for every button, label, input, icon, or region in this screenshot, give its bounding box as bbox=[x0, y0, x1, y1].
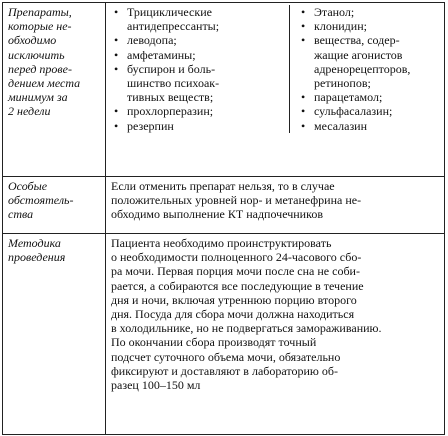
list-item: • вещества, содер- жащие агонистов адренорецепторов, ретинопов; bbox=[298, 33, 439, 90]
drug-lists-cell bbox=[106, 3, 445, 177]
row-label-drugs bbox=[3, 3, 106, 177]
text-line: рается, а собираются все последующие в течение bbox=[111, 278, 364, 293]
list-item: • прохлорперазин; bbox=[111, 104, 287, 118]
list-item: • леводопа; bbox=[111, 33, 287, 47]
list-item: • Трициклические антидепрессанты; bbox=[111, 5, 287, 33]
row-label-method bbox=[3, 234, 106, 435]
list-item: • парацетамол; bbox=[298, 90, 439, 104]
text-line: фиксируют и доставляют в лабораторию об- bbox=[111, 363, 338, 378]
label-line: минимум за bbox=[8, 90, 68, 105]
list-item: • сульфасалазин; bbox=[298, 104, 439, 118]
drug-lists bbox=[111, 5, 439, 133]
label-line: Особые bbox=[8, 179, 48, 193]
text-line: разец 100–150 мл bbox=[111, 378, 201, 393]
drug-list-left bbox=[111, 5, 290, 133]
text-line: положительных уровней нор- и метанефрина не- bbox=[111, 193, 362, 208]
list-item: • резерпин bbox=[111, 119, 287, 133]
label-line: исключить bbox=[8, 47, 65, 62]
text-line: Пациента необходимо проинструктировать bbox=[111, 236, 332, 250]
label-line: 2 недели bbox=[8, 104, 51, 119]
label-line: проведения bbox=[8, 250, 66, 265]
text-line: дня и ночи, включая утреннюю порцию второго bbox=[111, 292, 357, 307]
text-line: подсчет суточного объема мочи, обязательно bbox=[111, 349, 341, 364]
label-line: ства bbox=[8, 207, 34, 222]
table-row-special bbox=[3, 177, 445, 234]
label-line: которые не- bbox=[8, 19, 72, 34]
text-line: ра мочи. Первая порция мочи после сна не соби- bbox=[111, 264, 360, 279]
label-line: обходимо bbox=[8, 33, 57, 48]
label-line: Препараты, bbox=[8, 5, 72, 19]
list-item: • месалазин bbox=[298, 119, 439, 133]
label-line: перед прове- bbox=[8, 61, 72, 76]
label-line: обстоятель- bbox=[8, 193, 74, 208]
text-line: дня. Посуда для сбора мочи должна находиться bbox=[111, 307, 355, 322]
instruction-table bbox=[2, 2, 445, 435]
table-row-method bbox=[3, 234, 445, 435]
drug-list-right bbox=[298, 5, 439, 133]
list-item: • клонидин; bbox=[298, 19, 439, 33]
table-row-drugs bbox=[3, 3, 445, 177]
text-line: в холодильнике, но не подвергаться замораживанию. bbox=[111, 321, 382, 336]
list-item: • буспирон и боль- шинство психоак- тивных веществ; bbox=[111, 62, 287, 105]
list-item: • Этанол; bbox=[298, 5, 439, 19]
text-line: По окончании сбора производят точный bbox=[111, 335, 317, 350]
text-line: о необходимости полноценного 24-часового сбо- bbox=[111, 250, 362, 265]
list-item: • амфетамины; bbox=[111, 48, 287, 62]
text-line: обходимо выполнение КТ надпочечников bbox=[111, 207, 323, 222]
label-line: дением места bbox=[8, 76, 81, 91]
text-line: Если отменить препарат нельзя, то в случае bbox=[111, 179, 335, 193]
method-text bbox=[106, 234, 445, 435]
special-text bbox=[106, 177, 445, 234]
label-line: Методика bbox=[8, 236, 61, 250]
row-label-special bbox=[3, 177, 106, 234]
